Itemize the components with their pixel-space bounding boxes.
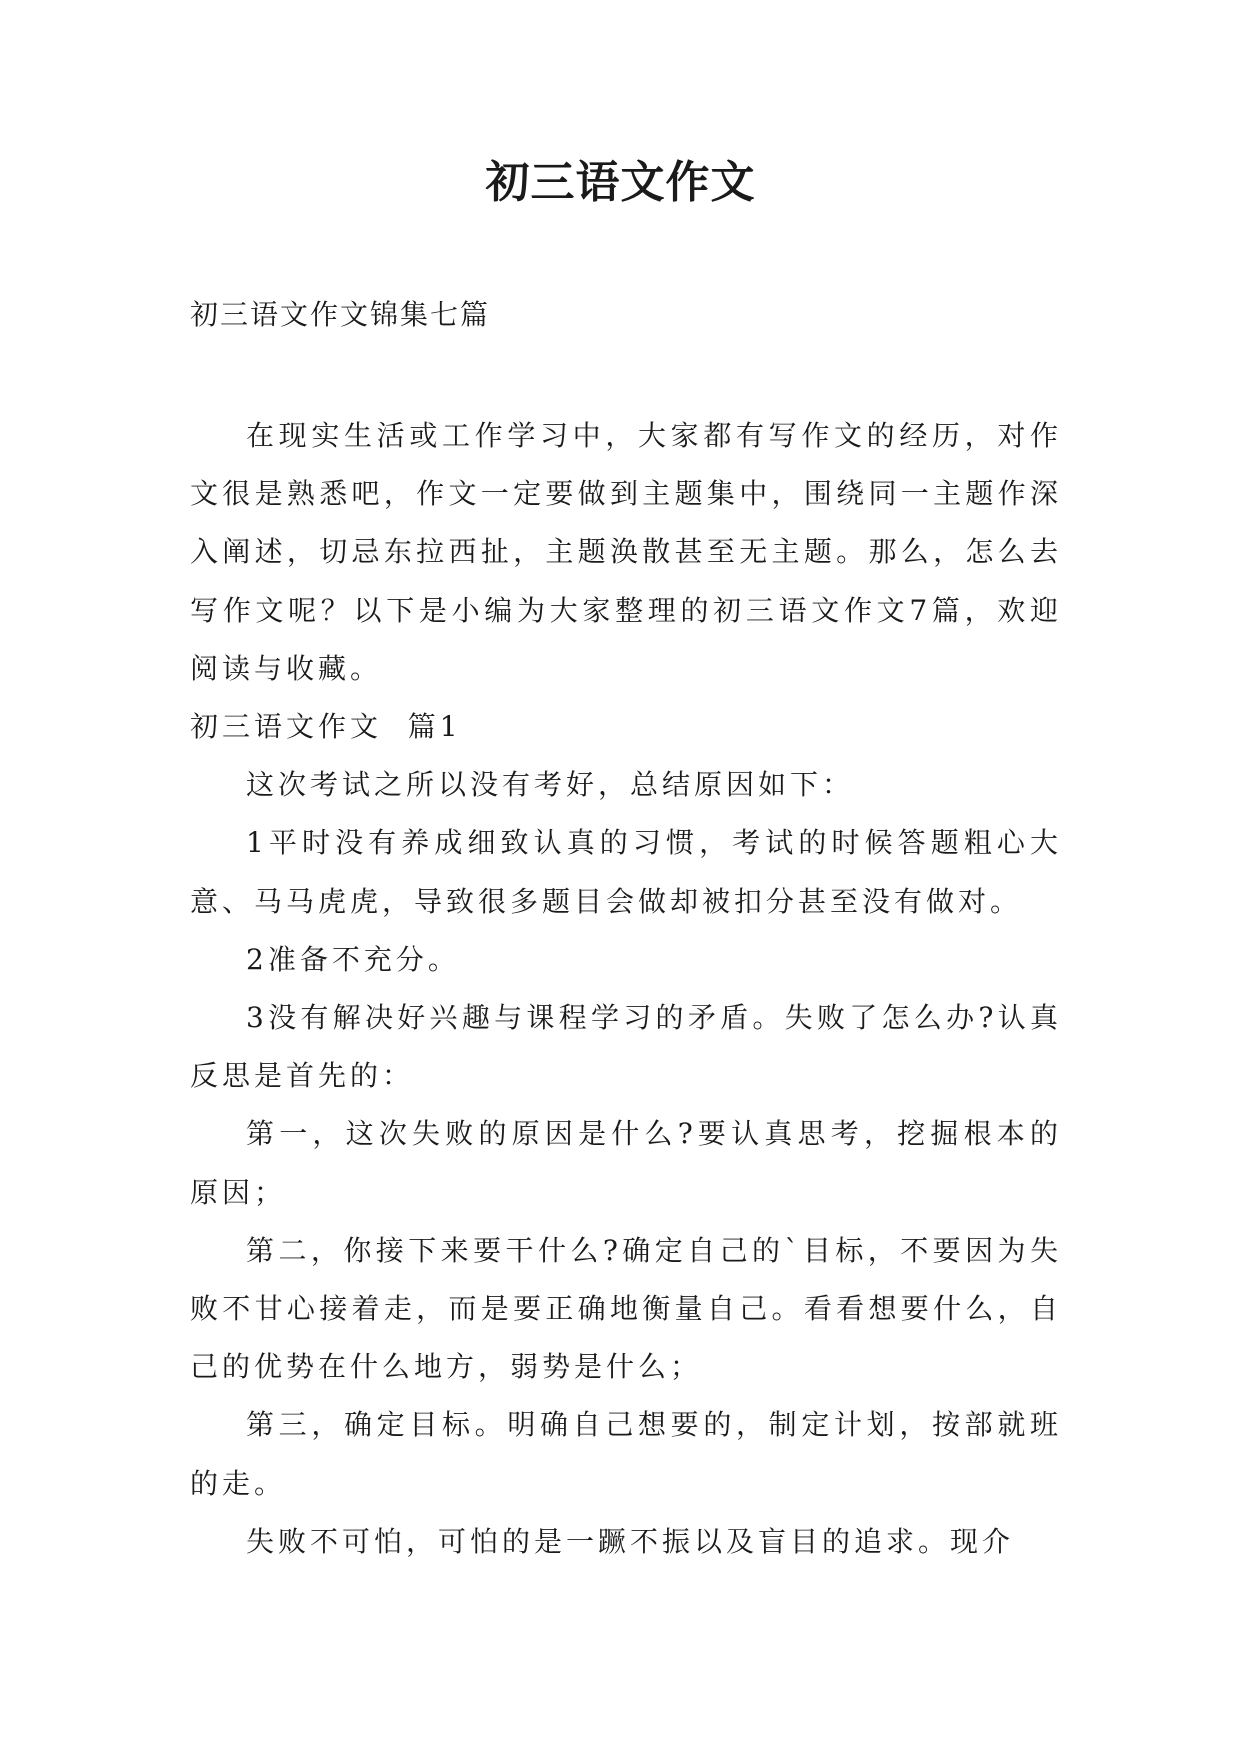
- body-paragraph: 1平时没有养成细致认真的习惯，考试的时候答题粗心大意、马马虎虎，导致很多题目会做却被扣分甚至没有做对。: [190, 826, 1062, 918]
- body-paragraph: 第一，这次失败的原因是什么?要认真思考，挖掘根本的原因；: [190, 1117, 1062, 1209]
- document-title: 初三语文作文: [485, 157, 756, 208]
- section-heading: 初三语文作文 篇1: [190, 710, 462, 744]
- body-paragraph: 第二，你接下来要干什么?确定自己的`目标，不要因为失败不甘心接着走，而是要正确地衡量自己。看看想要什么，自己的优势在什么地方，弱势是什么；: [190, 1233, 1062, 1384]
- document-subtitle: 初三语文作文锦集七篇: [190, 298, 491, 331]
- body-paragraph: 这次考试之所以没有考好，总结原因如下：: [246, 768, 855, 802]
- body-paragraph: 3没有解决好兴趣与课程学习的矛盾。失败了怎么办?认真反思是首先的：: [190, 1001, 1062, 1093]
- body-paragraph: 失败不可怕，可怕的是一蹶不振以及盲目的追求。现介: [246, 1524, 1015, 1558]
- document-body: [190, 407, 1062, 1571]
- body-paragraph: 2准备不充分。: [246, 942, 460, 976]
- body-paragraph: 第三，确定目标。明确自己想要的，制定计划，按部就班的走。: [190, 1408, 1062, 1500]
- intro-paragraph: 在现实生活或工作学习中，大家都有写作文的经历，对作文很是熟悉吧，作文一定要做到主题集中，围绕同一主题作深入阐述，切忌东拉西扯，主题涣散甚至无主题。那么，怎么去写作文呢？以下是小编为大家整理的初三语文作文7篇，欢迎阅读与收藏。: [190, 419, 1062, 685]
